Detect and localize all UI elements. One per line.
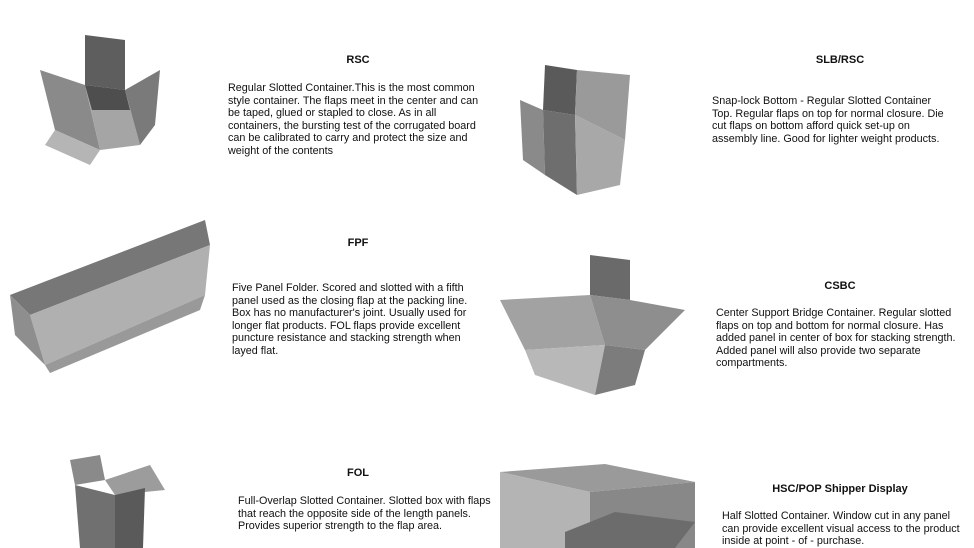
box-description-hsc-pop: Half Slotted Container. Window cut in any panel can provide excellent visual access to the product inside at point - of - purchase. — [722, 510, 960, 548]
box-title-slb-rsc: SLB/RSC — [815, 54, 865, 66]
fol-description-extra: Provides superior strength to the flap area. — [238, 520, 443, 533]
box-title-rsc: RSC — [346, 54, 370, 66]
slb-rsc-box-image — [515, 55, 645, 205]
csbc-box-image — [495, 250, 695, 400]
box-description-fpf: Five Panel Folder. Scored and slotted with a fifth panel used as the closing flap at the packing line. Box has no manufacturer's joint. Usually used for longer flat products. FOL flaps provide excellent puncture resistance and stacking strength when layed flat. — [232, 282, 468, 357]
rsc-box-image — [30, 30, 170, 170]
box-title-csbc: CSBC — [824, 280, 856, 292]
fol-box-image — [55, 450, 175, 548]
box-description-csbc: Center Support Bridge Container. Regular slotted flaps on top and bottom for normal closure. Has added panel in center of box for stacking strength. Added panel will also provide two separate compartments. — [716, 307, 956, 370]
hsc-pop-box-image — [495, 462, 700, 548]
box-description-slb-rsc: Snap-lock Bottom - Regular Slotted Container Top. Regular flaps on top for normal closure. Die cut flaps on bottom afford quick set-up on assembly line. Good for lighter weight products. — [712, 95, 944, 145]
box-title-fpf: FPF — [347, 237, 369, 249]
box-title-hsc-pop: HSC/POP Shipper Display — [772, 483, 908, 495]
box-title-fol: FOL — [347, 467, 369, 479]
box-description-rsc: Regular Slotted Container.This is the most common style container. The flaps meet in the center and can be taped, glued or stapled to close. As in all containers, the bursting test of the corrugated board can be calibrated to carry and protect the size and weight of the contents — [228, 82, 479, 157]
fpf-box-image — [5, 215, 215, 375]
box-description-fol — [238, 495, 493, 533]
fol-description-main: Full-Overlap Slotted Container. Slotted box with flaps that reach the opposite side of the length panels. — [238, 495, 491, 520]
